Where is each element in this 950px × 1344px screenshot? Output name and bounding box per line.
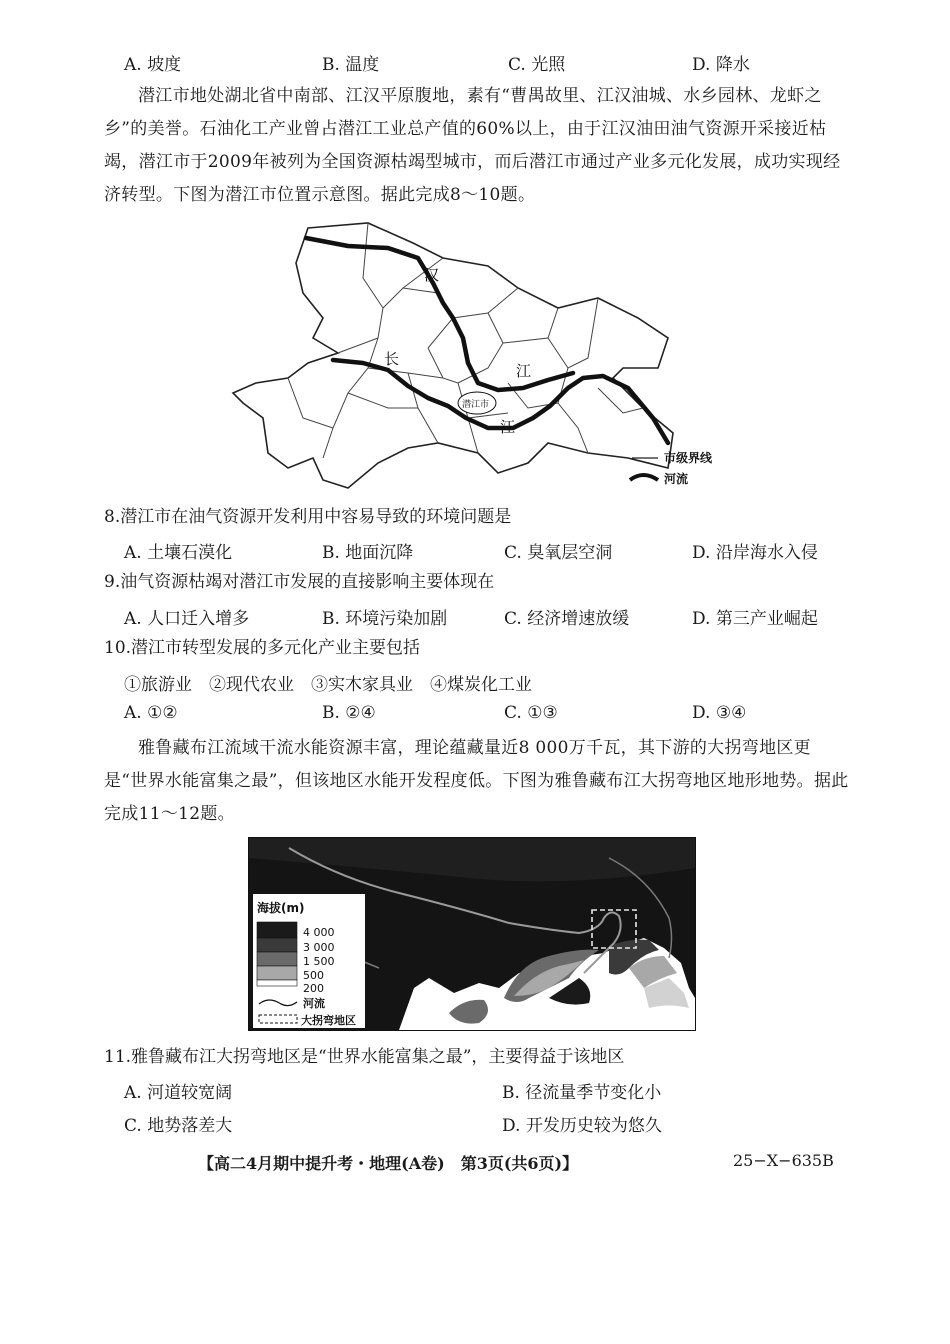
- passage-yarlung: 雅鲁藏布江流域干流水能资源丰富，理论蕴藏量近8 000万千瓦，其下游的大拐弯地区更是“世界水能富集之最”，但该地区水能开发程度低。下图为雅鲁藏布江大拐弯地区地形地势。据此完成11～12题。: [104, 738, 849, 824]
- q10-stem: 10.潜江市转型发展的多元化产业主要包括: [104, 638, 421, 658]
- passage-qianjiang: 潜江市地处湖北省中南部、江汉平原腹地，素有“曹禺故里、江汉油城、水乡园林、龙虾之乡”的美誉。石油化工产业曾占潜江工业总产值的60%以上，由于江汉油田油气资源开采接近枯竭，潜江市于2009年被列为全国资源枯竭型城市，而后潜江市通过产业多元化发展，成功实现经济转型。下图为潜江市位置示意图。据此完成8～10题。: [104, 86, 841, 205]
- legend-river-label: 河流: [303, 997, 325, 1010]
- yarlung-terrain-map: [248, 837, 696, 1031]
- q9-option-d: D. 第三产业崛起: [692, 609, 818, 629]
- q11-option-c: C. 地势落差大: [124, 1116, 233, 1136]
- q10-option-a: A. ①②: [124, 703, 178, 723]
- han-label: 汉: [424, 266, 440, 284]
- q9-option-a: A. 人口迁入增多: [124, 609, 250, 629]
- q11-stem: 11.雅鲁藏布江大拐弯地区是“世界水能富集之最”，主要得益于该地区: [104, 1047, 625, 1067]
- jiang-label-upper: 江: [516, 362, 532, 380]
- q8-option-a: A. 土壤石漠化: [124, 543, 233, 563]
- river-legend-label: 河流: [664, 472, 689, 486]
- page-footer-title: 【高二4月期中提升考・地理(A卷) 第3页(共6页)】: [198, 1154, 579, 1173]
- legend-title: 海拔(m): [257, 901, 305, 915]
- legend-label-4000: 4 000: [303, 926, 335, 939]
- q10-items: ①旅游业 ②现代农业 ③实木家具业 ④煤炭化工业: [124, 675, 532, 695]
- page-footer-code: 25−X−635B: [733, 1151, 834, 1170]
- q8-option-d: D. 沿岸海水入侵: [692, 543, 818, 563]
- q7-option-a: A. 坡度: [124, 55, 182, 75]
- q10-option-d: D. ③④: [692, 703, 747, 723]
- q11-option-b: B. 径流量季节变化小: [502, 1083, 662, 1103]
- q8-option-c: C. 臭氧层空洞: [504, 543, 613, 563]
- q7-option-c: C. 光照: [508, 55, 566, 75]
- boundary-legend-label: 市级界线: [664, 451, 713, 465]
- q8-option-b: B. 地面沉降: [322, 543, 414, 563]
- q10-option-c: C. ①③: [504, 703, 558, 723]
- river-legend-line: [630, 475, 658, 480]
- q9-option-b: B. 环境污染加剧: [322, 609, 448, 629]
- q10-option-b: B. ②④: [322, 703, 376, 723]
- q9-option-c: C. 经济增速放缓: [504, 609, 630, 629]
- legend-bend-label: 大拐弯地区: [301, 1014, 356, 1027]
- legend-label-200: 200: [303, 982, 324, 995]
- q11-option-d: D. 开发历史较为悠久: [502, 1116, 662, 1136]
- legend-swatch-500: [257, 966, 297, 980]
- legend-swatch-4000: [257, 922, 297, 938]
- chang-label: 长: [384, 350, 400, 368]
- q9-stem: 9.油气资源枯竭对潜江市发展的直接影响主要体现在: [104, 572, 495, 592]
- legend-swatch-200: [257, 980, 297, 986]
- legend-label-500: 500: [303, 969, 324, 982]
- legend-swatch-1500: [257, 952, 297, 966]
- q11-option-a: A. 河道较宽阔: [124, 1083, 233, 1103]
- q8-stem: 8.潜江市在油气资源开发利用中容易导致的环境问题是: [104, 507, 512, 527]
- qianjiang-map: [228, 218, 728, 500]
- q7-option-b: B. 温度: [322, 55, 380, 75]
- legend-label-3000: 3 000: [303, 941, 335, 954]
- q7-option-d: D. 降水: [692, 55, 750, 75]
- qianjiang-label: 潜江市: [462, 400, 490, 410]
- jiang-label-lower: 江: [500, 418, 516, 436]
- legend-swatch-3000: [257, 938, 297, 952]
- legend-label-1500: 1 500: [303, 955, 335, 968]
